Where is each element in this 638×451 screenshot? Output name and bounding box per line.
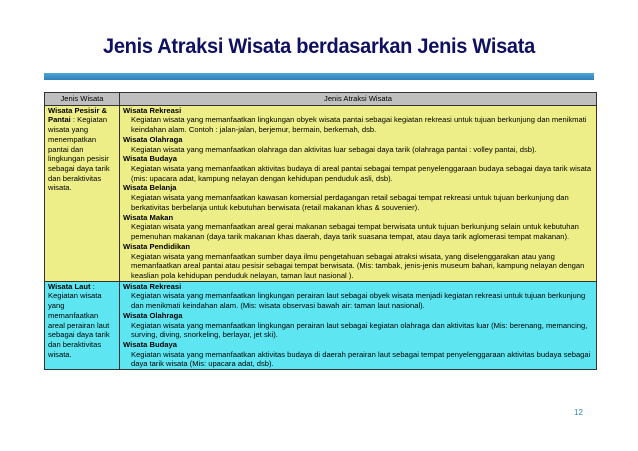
category-description: : Kegiatan wisata yang memanfaatkan areal perairan laut sebagai daya tarik dan beraktivitas wisata. — [48, 281, 110, 359]
table-header-row — [45, 93, 597, 106]
category-cell-pantai — [45, 105, 120, 281]
attraction-name: Wisata Belanja — [123, 183, 177, 193]
header-jenis-wisata: Jenis Wisata — [45, 93, 120, 106]
attraction-name: Wisata Budaya — [123, 339, 177, 349]
page-title: Jenis Atraksi Wisata berdasarkan Jenis Wisata — [102, 34, 536, 58]
attraction-name: Wisata Rekreasi — [123, 105, 182, 115]
table-row-laut — [45, 281, 597, 369]
attraction-name: Wisata Olahraga — [123, 134, 183, 144]
attraction-table — [44, 92, 597, 370]
attraction-description: Kegiatan wisata yang memanfaatkan lingkungan perairan laut sebagai obyek wisata menjadi kegiatan rekreasi untuk tujuan berkunjung dan menikmati keindahan alam. (Mis: wisata observasi bawah air: taman laut nasional). — [131, 291, 586, 311]
attraction-name: Wisata Pendidikan — [123, 241, 191, 251]
category-label: Wisata Laut — [48, 281, 91, 291]
attraction-description: Kegiatan wisata yang memanfaatkan lingkungan perairan laut sebagai kegiatan olahraga dan aktivitas luar (Mis: berenang, memancing, surving, diving, snorkeling, berlayar, jet ski). — [131, 320, 588, 340]
category-label: Wisata Pesisir & Pantai — [48, 105, 108, 125]
header-jenis-atraksi: Jenis Atraksi Wisata — [120, 93, 597, 106]
category-cell-laut — [45, 281, 120, 369]
attractions-cell-laut — [120, 281, 597, 369]
attraction-name: Wisata Olahraga — [123, 310, 183, 320]
attraction-name: Wisata Rekreasi — [123, 281, 182, 291]
title-underline-bar — [44, 73, 594, 80]
attractions-cell-pantai — [120, 105, 597, 281]
attraction-description: Kegiatan wisata yang memanfaatkan olahraga dan aktivitas luar sebagai daya tarik (olahraga pantai : volley pantai, dsb). — [131, 144, 537, 154]
attraction-name: Wisata Makan — [123, 212, 174, 222]
table-row-pesisir-pantai — [45, 105, 597, 281]
attraction-description: Kegiatan wisata yang memanfaatkan kawasan komersial perdagangan retail sebagai tempat rekreasi untuk tujuan berkunjung dan berkativitas berbelanja untuk kebutuhan berwisata (retail makanan khas & souvenier). — [131, 193, 569, 212]
attraction-description: Kegiatan wisata yang memanfaatkan aktivitas budaya di daerah perairan laut sebagai tempat penyelenggaraan aktivitas budaya sebagai daya tarik wisata (Mis: upacara adat, dsb). — [131, 349, 591, 369]
page-number: 12 — [574, 408, 583, 417]
attraction-description: Kegiatan wisata yang memanfaatkan areal gerai makanan sebagai tempat berwisata untuk tujuan berkunjung selain untuk kebutuhan pemenuhan makanan (daya tarik makanan khas daerah, daya tarik suasana tempat, atau daya tarik aglomerasi tempat makanan). — [131, 222, 579, 242]
category-description: : Kegiatan wisata yang menempatkan pantai dan lingkungan pesisir sebagai daya tarik dan beraktivitas wisata. — [48, 115, 110, 193]
attraction-description: Kegiatan wisata yang memanfaatkan sumber daya ilmu pengetahuan sebagai atraksi wisata, yang diselenggarakan atau yang memanfaatkan areal pantai atau pesisir sebagai tempat berwisata. (Mis: tambak, jenis-jenis museum bahari, kampung nelayan dengan keaslian pola kehidupan penduduk nelayan, taman laut nasional ). — [131, 251, 585, 280]
attraction-name: Wisata Budaya — [123, 154, 177, 164]
attraction-description: Kegiatan wisata yang memanfaatkan lingkungan obyek wisata pantai sebagai kegiatan rekreasi untuk tujuan berkunjung dan menikmati keindahan alam. Contoh : jalan-jalan, berjemur, bermain, berkemah, dsb. — [131, 115, 587, 135]
attraction-description: Kegiatan wisata yang memanfaatkan aktivitas budaya di areal pantai sebagai tempat penyelenggaraan budaya sebagai daya tarik wisata (mis: upacara adat, kampung nelayan dengan kehidupan penduduk asli, dsb). — [131, 164, 592, 183]
